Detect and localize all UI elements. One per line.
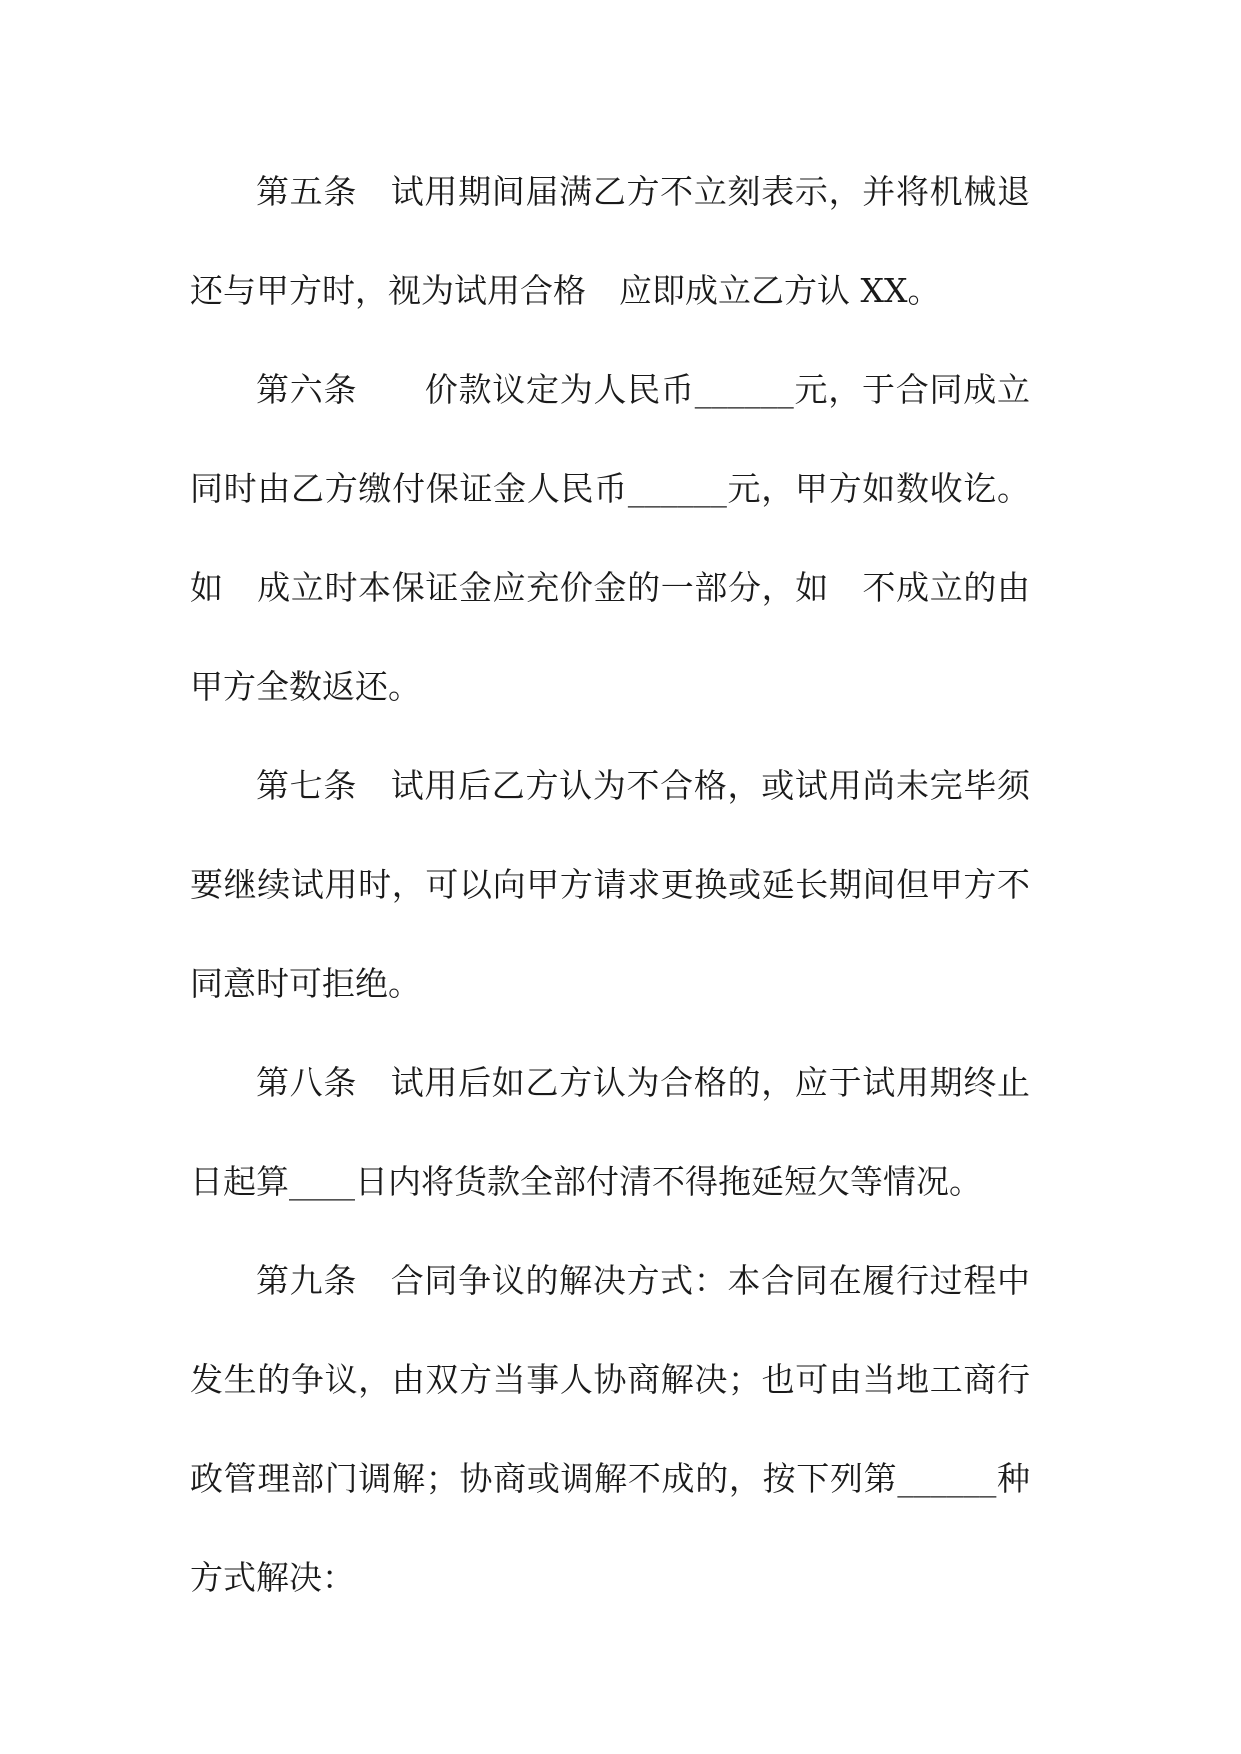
document-body (190, 166, 1030, 1651)
article-5-line-1: 第五条 试用期间届满乙方不立刻表示，并将机械退 (256, 172, 1030, 211)
article-6-line-4: 甲方全数返还。 (190, 667, 421, 706)
article-7-line-3: 同意时可拒绝。 (190, 964, 421, 1003)
article-6-line-3: 如 成立时本保证金应充价金的一部分，如 不成立的由 (190, 568, 1030, 607)
article-6-line-1: 第六条 价款议定为人民币______元，于合同成立 (256, 370, 1030, 409)
article-9-line-1: 第九条 合同争议的解决方式：本合同在履行过程中 (256, 1261, 1030, 1300)
article-8-line-2: 日起算____日内将货款全部付清不得拖延短欠等情况。 (190, 1162, 982, 1201)
article-7-line-2: 要继续试用时，可以向甲方请求更换或延长期间但甲方不 (190, 865, 1030, 904)
article-5-line-2: 还与甲方时，视为试用合格 应即成立乙方认 XX。 (190, 271, 941, 310)
article-7-line-1: 第七条 试用后乙方认为不合格，或试用尚未完毕须 (256, 766, 1030, 805)
article-8-line-1: 第八条 试用后如乙方认为合格的，应于试用期终止 (256, 1063, 1030, 1102)
article-9-line-2: 发生的争议，由双方当事人协商解决；也可由当地工商行 (190, 1360, 1030, 1399)
article-9-line-4: 方式解决： (190, 1558, 355, 1597)
article-9-line-3: 政管理部门调解；协商或调解不成的，按下列第______种 (190, 1459, 1030, 1498)
article-6-line-2: 同时由乙方缴付保证金人民币______元，甲方如数收讫。 (190, 469, 1030, 508)
